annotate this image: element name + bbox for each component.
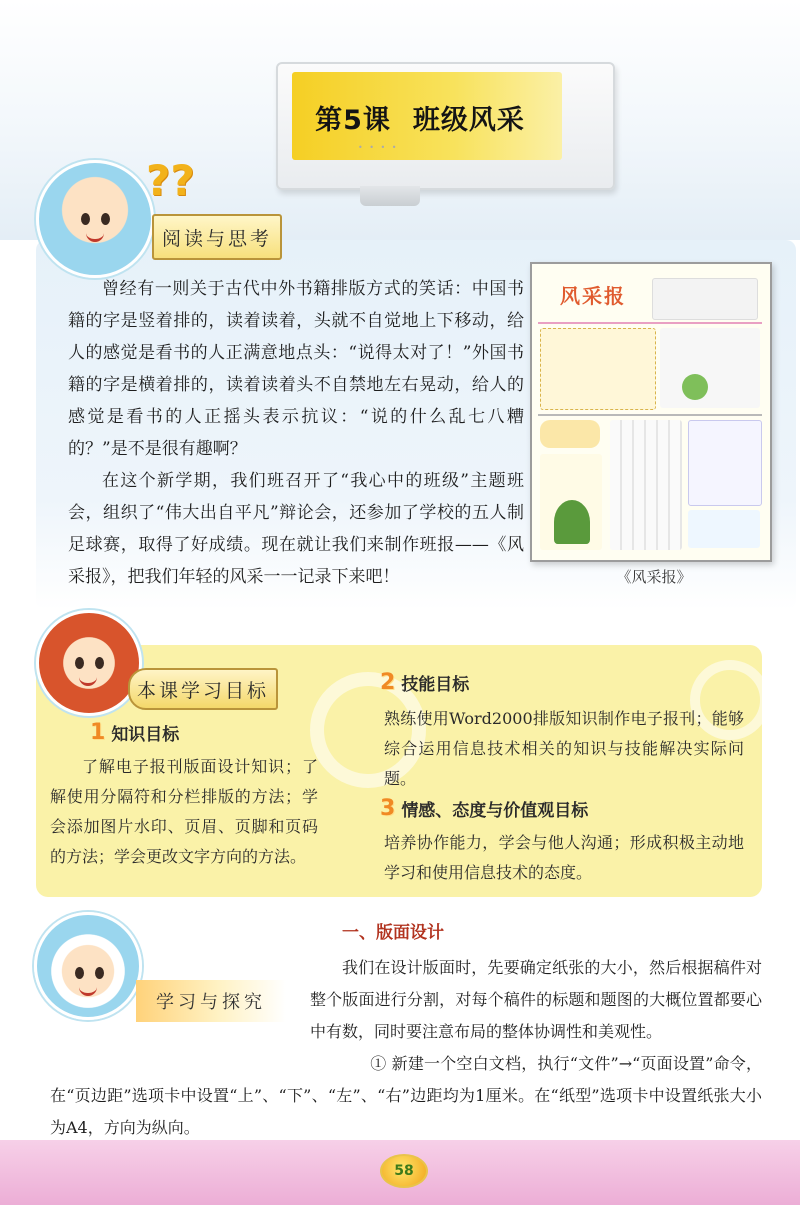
book-illustration-icon: [540, 420, 600, 448]
newspaper-article-block: [660, 328, 760, 408]
poem-box: [688, 420, 762, 506]
lesson-number: 第5课: [315, 104, 391, 136]
newspaper-header-box: [652, 278, 758, 320]
section-title: 一、版面设计: [342, 923, 444, 943]
objective-1-heading: [90, 720, 179, 745]
lesson-name: 班级风采: [412, 104, 525, 136]
reading-text: [68, 273, 524, 593]
objective-2-title: 技能目标: [401, 675, 470, 695]
objective-3-text: 培养协作能力，学会与他人沟通；形成积极主动地学习和使用信息技术的态度。: [384, 833, 744, 882]
objective-1-title: 知识目标: [111, 725, 180, 745]
page-number: 58: [380, 1154, 428, 1188]
redhead-girl-avatar-icon: [36, 610, 142, 716]
reading-label: 阅读与思考: [152, 214, 282, 260]
girl-avatar-icon: [36, 160, 154, 278]
objective-3-title: 情感、态度与价值观目标: [401, 801, 589, 821]
objective-2-heading: [380, 670, 469, 695]
objective-3-heading: [380, 796, 588, 821]
objective-1-number: 1: [90, 720, 106, 745]
reading-paragraph-1: 曾经有一则关于古代中外书籍排版方式的笑话：中国书籍的字是竖着排的，读着读着，头就不自觉地上下移动，给人的感觉是看书的人正满意地点头：“说得太对了！”外国书籍的字是横着排的，读着读着头不自禁地左右晃动，给人的感觉是看书的人正摇头表示抗议：“说的什么乱七八糟的？”是不是很有趣啊？: [68, 279, 524, 459]
monitor-stand: [360, 186, 420, 206]
objectives-label: 本课学习目标: [128, 668, 278, 710]
monitor-indicator-dots: • • • •: [358, 143, 399, 152]
explore-paragraph: 我们在设计版面时，先要确定纸张的大小，然后根据稿件对整个版面进行分割，对每个稿件的标题和题图的大概位置都要心中有数，同时要注意布局的整体协调性和美观性。: [310, 958, 762, 1041]
newspaper-divider: [538, 322, 762, 324]
question-marks-icon: ??: [146, 156, 195, 205]
explore-step-1: [50, 1048, 762, 1144]
figure-caption: 《风采报》: [616, 568, 692, 586]
newspaper-column-block: [540, 328, 656, 410]
lesson-title: [300, 95, 540, 139]
step-1-text: ① 新建一个空白文档，执行“文件”→“页面设置”命令，在“页边距”选项卡中设置“上”、“下”、“左”、“右”边距均为1厘米。在“纸型”选项卡中设置纸张大小为A4，方向为纵向。: [50, 1054, 762, 1137]
objective-2-number: 2: [380, 670, 396, 695]
footer-banner-block: [688, 510, 760, 548]
objective-3-number: 3: [380, 796, 396, 821]
vertical-text-column: [610, 420, 682, 550]
tree-illustration-icon: [554, 500, 590, 544]
newspaper-thumbnail: [530, 262, 772, 562]
explore-label: 学习与探究: [136, 980, 286, 1022]
boy-avatar-icon: [34, 912, 142, 1020]
objective-2-text: 熟练使用Word2000排版知识制作电子报刊；能够综合运用信息技术相关的知识与技能解决实际问题。: [384, 709, 744, 788]
football-image-icon: [682, 374, 708, 400]
newspaper-title: 风采报: [560, 284, 626, 308]
reading-paragraph-2: 在这个新学期，我们班召开了“我心中的班级”主题班会，组织了“伟大出自平凡”辩论会，还参加了学校的五人制足球赛，取得了好成绩。现在就让我们来制作班报——《风采报》，把我们年轻的风采一一记录下来吧！: [68, 471, 524, 587]
newspaper-divider-2: [538, 414, 762, 416]
objective-1-text: 了解电子报刊版面设计知识；了解使用分隔符和分栏排版的方法；学会添加图片水印、页眉、页脚和页码的方法；学会更改文字方向的方法。: [50, 757, 318, 866]
